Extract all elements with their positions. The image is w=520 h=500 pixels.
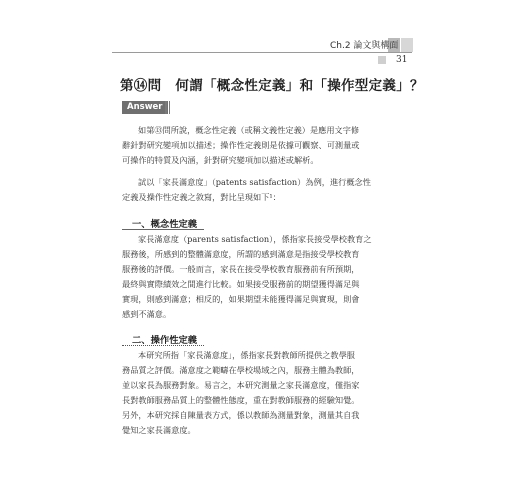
answer-badge: Answer: [122, 101, 168, 114]
paragraph-definitions-intro: [122, 123, 398, 168]
text-line: 家長滿意度（parents satisfaction），係指家長接受學校教育之: [138, 234, 372, 244]
question-number: 第⑭問: [120, 78, 162, 94]
answer-badge-bar: [165, 101, 167, 114]
paragraph-conceptual-definition: [122, 232, 398, 322]
text-line: 本研究所指「家長滿意度」，係指家長對教師所提供之教學服: [138, 350, 355, 360]
text-line: 覺知之家長滿意度。: [122, 425, 196, 435]
section-heading-conceptual: 一、概念性定義: [132, 219, 198, 230]
paragraph-operational-definition: [122, 348, 398, 438]
text-line: 並以家長為服務對象。易言之，本研究測量之家長滿意度，僅指家: [122, 380, 360, 390]
header-tab-marker-light: [401, 38, 413, 52]
text-line: 辭針對研究變項加以描述；操作性定義則是依據可觀察、可測量或: [122, 140, 360, 150]
text-line: 務品質之評價。滿意度之範疇在學校場域之內，服務主體為教師，: [122, 365, 360, 375]
text-line: 感到不滿意。: [122, 309, 172, 319]
text-line: 服務後的評價。一般而言，家長在接受學校教育服務前有所預期，: [122, 264, 360, 274]
paragraph-example-intro: [122, 175, 398, 205]
header-square-marker: [378, 56, 386, 64]
header-rule: [112, 52, 412, 53]
section-underline: [122, 229, 204, 230]
section-heading-operational: 二、操作性定義: [132, 335, 198, 346]
question-text: 何謂「概念性定義」和「操作型定義」？: [175, 78, 424, 94]
text-line: 長對教師服務品質上的整體性態度，重在對教師服務的經驗知覺。: [122, 395, 360, 405]
question-title: [120, 74, 424, 94]
section-underline: [122, 345, 204, 346]
text-line: 最終與實際績效之間進行比較。如果接受服務前的期望獲得滿足與: [122, 279, 360, 289]
text-line: 實現，則感到滿意；相反的，如果期望未能獲得滿足與實現，則會: [122, 294, 360, 304]
text-line: 可操作的特質及內涵，針對研究變項加以描述或解析。: [122, 155, 319, 165]
chapter-label: Ch.2 論文與構面: [330, 41, 399, 51]
text-line: 服務後，所感到的整體滿意度，所謂的感到滿意是指接受學校教育: [122, 249, 360, 259]
text-line: 另外，本研究採自陳量表方式，係以教師為測量對象，測量其自我: [122, 410, 360, 420]
answer-badge-bar-thin: [169, 101, 170, 114]
page-number: 31: [396, 55, 408, 65]
text-line: 如第⑬問所說，概念性定義（或稱文義性定義）是應用文字修: [138, 125, 360, 135]
text-line: 定義及操作性定義之敘寫，對比呈現如下¹：: [122, 192, 281, 202]
text-line: 試以「家長滿意度」（patents satisfaction）為例，進行概念性: [138, 177, 371, 187]
